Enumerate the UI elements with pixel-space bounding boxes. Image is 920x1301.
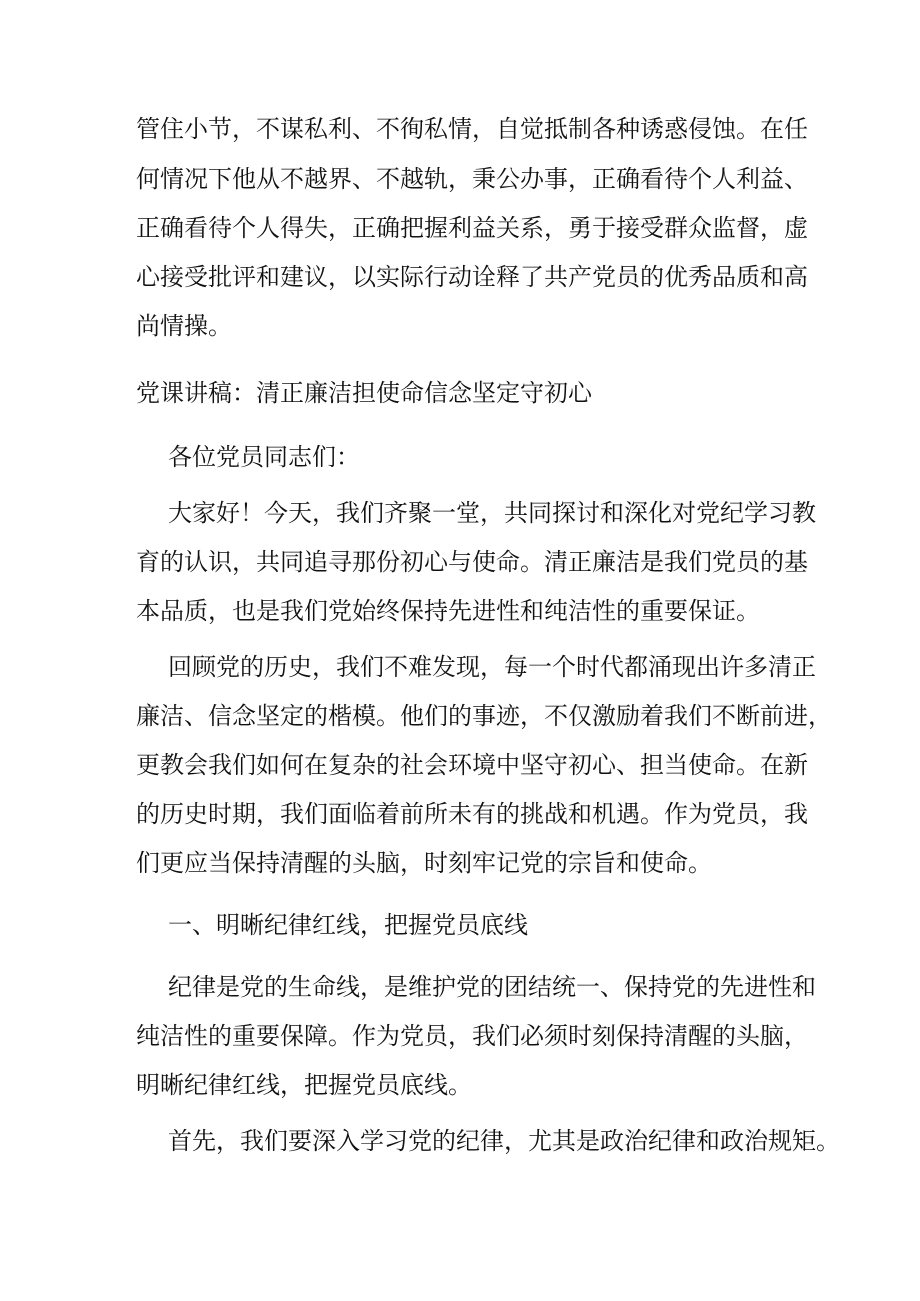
- paragraph-4-line-2: 纯洁性的重要保障。作为党员，我们必须时刻保持清醒的头脑，: [136, 1022, 808, 1050]
- paragraph-2-line-3: 本品质，也是我们党始终保持先进性和纯洁性的重要保证。: [136, 597, 760, 625]
- paragraph-3-line-1: 回顾党的历史，我们不难发现，每一个时代都涌现出许多清正: [168, 653, 816, 681]
- paragraph-3-line-5: 们更应当保持清醒的头脑，时刻牢记党的宗旨和使命。: [136, 849, 712, 877]
- paragraph-4-line-3: 明晰纪律红线，把握党员底线。: [136, 1071, 472, 1099]
- paragraph-5-line-1: 首先，我们要深入学习党的纪律，尤其是政治纪律和政治规矩。: [168, 1127, 840, 1155]
- paragraph-1-line-4: 心接受批评和建议，以实际行动诠释了共产党员的优秀品质和高: [136, 263, 808, 291]
- paragraph-3-line-3: 更教会我们如何在复杂的社会环境中坚守初心、担当使命。在新: [136, 751, 808, 779]
- salutation: 各位党员同志们：: [168, 443, 360, 471]
- paragraph-2-line-1: 大家好！今天，我们齐聚一堂，共同探讨和深化对党纪学习教: [168, 499, 816, 527]
- paragraph-1-line-1: 管住小节，不谋私利、不徇私情，自觉抵制各种诱惑侵蚀。在任: [136, 115, 808, 143]
- paragraph-1-line-2: 何情况下他从不越界、不越轨，秉公办事，正确看待个人利益、: [136, 165, 808, 193]
- paragraph-3-line-4: 的历史时期，我们面临着前所未有的挑战和机遇。作为党员，我: [136, 800, 808, 828]
- paragraph-1-line-3: 正确看待个人得失，正确把握利益关系，勇于接受群众监督，虚: [136, 214, 808, 242]
- section-heading: 一、明晰纪律红线，把握党员底线: [168, 911, 528, 939]
- document-title: 党课讲稿：清正廉洁担使命信念坚定守初心: [136, 379, 592, 407]
- paragraph-2-line-2: 育的认识，共同追寻那份初心与使命。清正廉洁是我们党员的基: [136, 548, 808, 576]
- paragraph-3-line-2: 廉洁、信念坚定的楷模。他们的事迹，不仅激励着我们不断前进，: [136, 702, 832, 730]
- paragraph-1-line-5: 尚情操。: [136, 312, 232, 340]
- paragraph-4-line-1: 纪律是党的生命线，是维护党的团结统一、保持党的先进性和: [168, 973, 816, 1001]
